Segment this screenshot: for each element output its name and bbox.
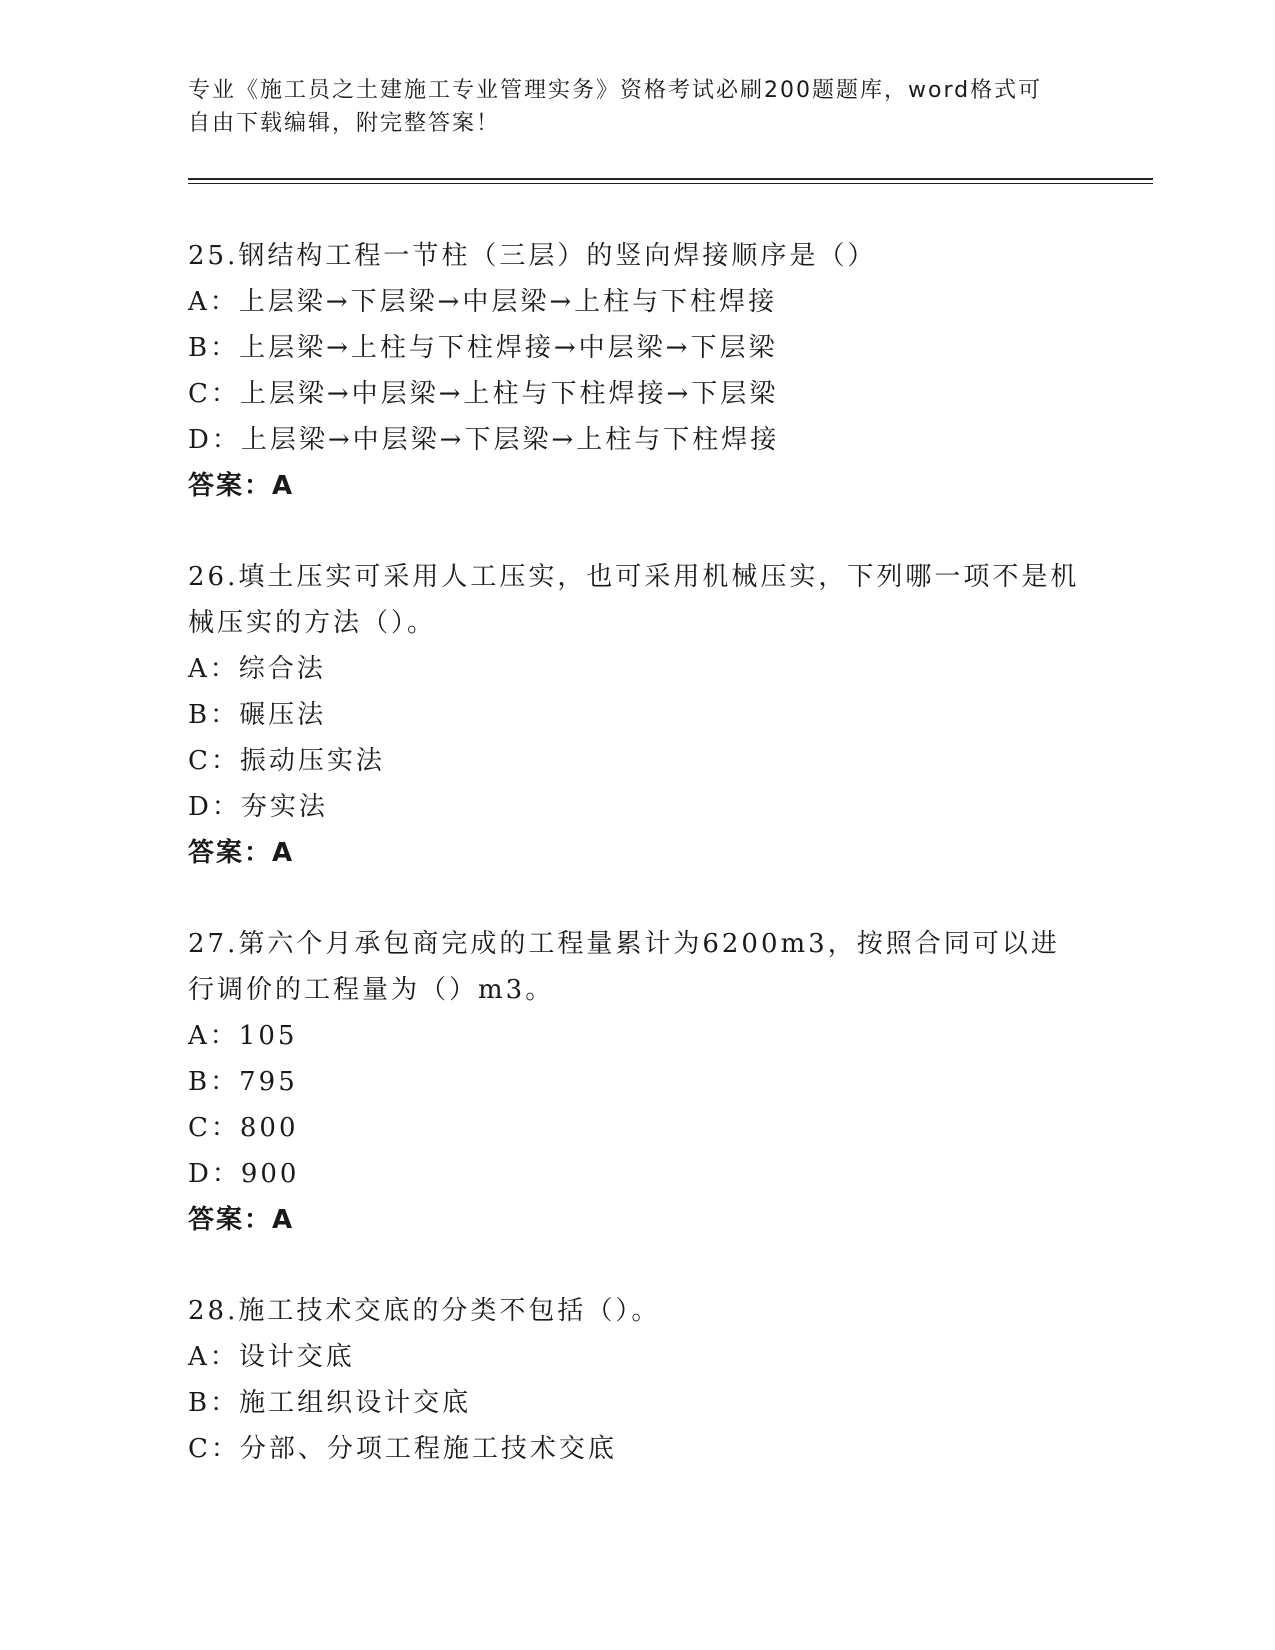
option-d: D：夯实法	[188, 792, 328, 822]
option-d: D：900	[188, 1159, 300, 1189]
option-c: C：分部、分项工程施工技术交底	[188, 1434, 617, 1464]
question-25	[188, 233, 1088, 509]
option-d: D：上层梁→中层梁→下层梁→上柱与下柱焊接	[188, 425, 780, 455]
question-stem: 26.填土压实可采用人工压实，也可采用机械压实，下列哪一项不是机械压实的方法（）。	[188, 562, 1080, 638]
option-c: C：振动压实法	[188, 746, 385, 776]
question-stem: 27.第六个月承包商完成的工程量累计为6200m3，按照合同可以进行调价的工程量为（）m3。	[188, 929, 1060, 1005]
question-28	[188, 1288, 1088, 1472]
question-stem: 28.施工技术交底的分类不包括（）。	[188, 1296, 661, 1326]
option-b: B：上层梁→上柱与下柱焊接→中层梁→下层梁	[188, 333, 778, 363]
option-b: B：碾压法	[188, 700, 327, 730]
header-divider-thick	[188, 178, 1153, 180]
header-divider-thin	[188, 183, 1153, 184]
option-b: B：795	[188, 1067, 298, 1097]
answer: 答案：A	[188, 1205, 295, 1235]
question-27	[188, 921, 1088, 1243]
answer: 答案：A	[188, 838, 295, 868]
option-b: B：施工组织设计交底	[188, 1388, 472, 1418]
option-c: C：800	[188, 1113, 299, 1143]
page-header	[188, 74, 1068, 140]
question-26	[188, 554, 1088, 876]
header-line-1: 专业《施工员之土建施工专业管理实务》资格考试必刷200题题库，word格式可	[188, 78, 1043, 103]
option-a: A：设计交底	[188, 1342, 355, 1372]
question-stem: 25.钢结构工程一节柱（三层）的竖向焊接顺序是（）	[188, 241, 877, 271]
option-a: A：105	[188, 1021, 298, 1051]
option-a: A：综合法	[188, 654, 326, 684]
option-a: A：上层梁→下层梁→中层梁→上柱与下柱焊接	[188, 287, 778, 317]
option-c: C：上层梁→中层梁→上柱与下柱焊接→下层梁	[188, 379, 779, 409]
header-line-2: 自由下载编辑，附完整答案！	[188, 111, 501, 136]
answer: 答案：A	[188, 471, 295, 501]
question-list	[188, 233, 1088, 1517]
